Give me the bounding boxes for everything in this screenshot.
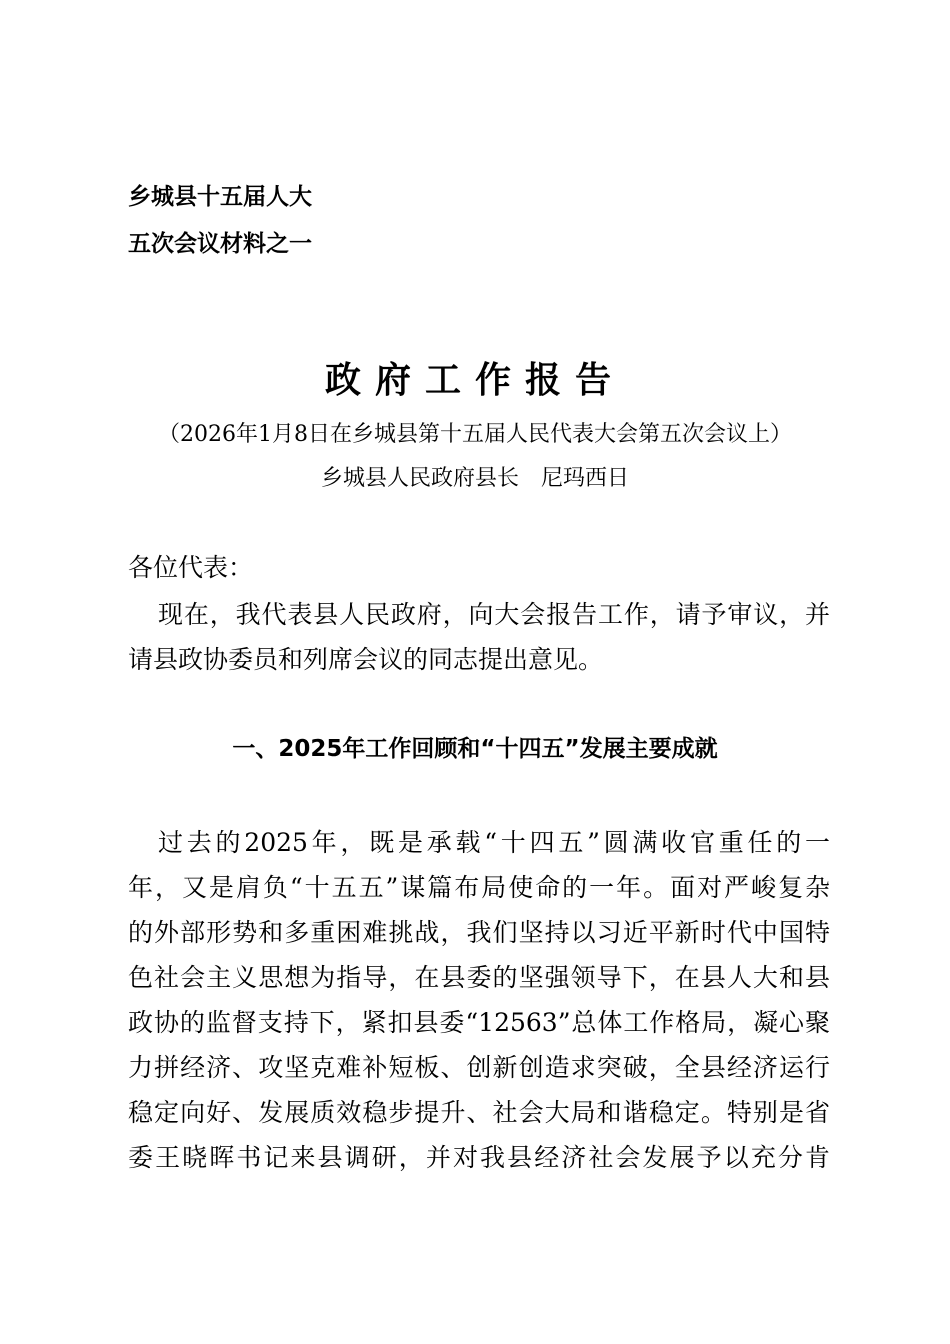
- header-line-2: 五次会议材料之一: [128, 231, 312, 257]
- intro-line: 请县政协委员和列席会议的同志提出意见。: [128, 645, 604, 674]
- header-line-1: 乡城县十五届人大: [128, 184, 312, 210]
- body-line: 过去的2025年，既是承载“十四五”圆满收官重任的一: [158, 828, 830, 857]
- section-heading: 一、2025年工作回顾和“十四五”发展主要成就: [232, 736, 718, 762]
- body-line: 稳定向好、发展质效稳步提升、社会大局和谐稳定。特别是省: [128, 1098, 830, 1127]
- salutation: 各位代表：: [128, 553, 254, 582]
- body-line: 力拼经济、攻坚克难补短板、创新创造求突破，全县经济运行: [128, 1053, 830, 1082]
- body-line: 的外部形势和多重困难挑战，我们坚持以习近平新时代中国特: [128, 918, 830, 947]
- document-title: 政府工作报告: [324, 359, 625, 401]
- body-line: 年，又是肩负“十五五”谋篇布局使命的一年。面对严峻复杂: [128, 873, 830, 902]
- author-line: 乡城县人民政府县长 尼玛西日: [320, 466, 629, 491]
- body-line: 政协的监督支持下，紧扣县委“12563”总体工作格局，凝心聚: [128, 1008, 830, 1037]
- document-subtitle: （2026年1月8日在乡城县第十五届人民代表大会第五次会议上）: [158, 422, 792, 447]
- body-line: 色社会主义思想为指导，在县委的坚强领导下，在县人大和县: [128, 963, 830, 992]
- body-line: 委王晓晖书记来县调研，并对我县经济社会发展予以充分肯: [128, 1143, 830, 1172]
- intro-line: 现在，我代表县人民政府，向大会报告工作，请予审议，并: [158, 600, 830, 629]
